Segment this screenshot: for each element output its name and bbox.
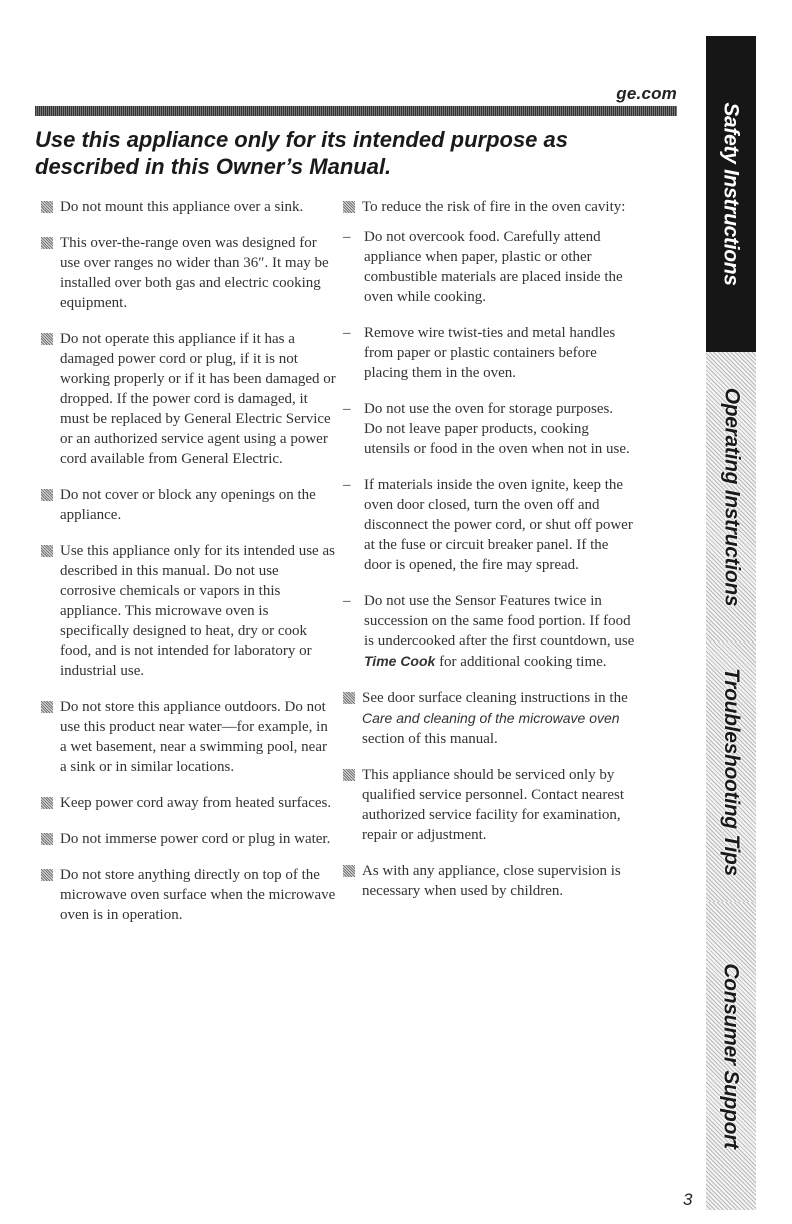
item-text: Keep power cord away from heated surfaces. xyxy=(60,795,332,811)
bullet-icon xyxy=(41,701,53,713)
list-item xyxy=(41,793,337,813)
dash-item xyxy=(343,227,635,307)
cleaning-text-before: See door surface cleaning instructions in the xyxy=(362,690,628,706)
dash-icon: – xyxy=(343,401,351,417)
item-text: To reduce the risk of fire in the oven cavity: xyxy=(362,199,626,215)
time-cook-label: Time Cook xyxy=(364,653,436,669)
section-tabs xyxy=(706,36,756,1210)
list-item xyxy=(343,861,635,901)
item-text: Do not overcook food. Carefully attend appliance when paper, plastic or other combustible materials are placed inside the oven while cooking. xyxy=(364,229,623,305)
item-text: Do not use the oven for storage purposes. Do not leave paper products, cooking utensils or food in the oven when not in use. xyxy=(364,401,630,457)
bullet-icon xyxy=(41,545,53,557)
item-text: Do not store anything directly on top of the microwave oven surface when the microwave oven is in operation. xyxy=(60,867,336,923)
bullet-icon xyxy=(343,865,355,877)
item-text: As with any appliance, close supervision is necessary when used by children. xyxy=(362,863,621,899)
dash-icon: – xyxy=(343,229,351,245)
page-heading: Use this appliance only for its intended purpose as described in this Owner’s Manual. xyxy=(35,127,568,179)
item-text: Do not store this appliance outdoors. Do not use this product near water—for example, in a wet basement, near a swimming pool, near a sink or in similar locations. xyxy=(60,699,328,775)
bullet-icon xyxy=(41,201,53,213)
tab-operating-instructions[interactable] xyxy=(706,352,756,642)
dash-item xyxy=(343,591,635,672)
tab-label: Safety Instructions xyxy=(720,102,743,286)
item-text: If materials inside the oven ignite, keep the oven door closed, turn the oven off and disconnect the power cord, or shut off power at the fuse or circuit breaker panel. If the door is opened, the fire may spread. xyxy=(364,477,633,573)
list-item xyxy=(41,865,337,925)
header-rule xyxy=(35,106,677,116)
list-item xyxy=(41,541,337,681)
tab-consumer-support[interactable] xyxy=(706,902,756,1210)
page-number: 3 xyxy=(683,1190,693,1209)
dash-item xyxy=(343,399,635,459)
bullet-icon xyxy=(343,769,355,781)
dash-icon: – xyxy=(343,477,351,493)
list-item xyxy=(343,197,635,217)
tab-safety-instructions[interactable] xyxy=(706,36,756,352)
dash-icon: – xyxy=(343,325,351,341)
list-item xyxy=(41,697,337,777)
list-item xyxy=(41,485,337,525)
bullet-icon xyxy=(41,833,53,845)
tab-label: Operating Instructions xyxy=(720,387,743,607)
sensor-text-before: Do not use the Sensor Features twice in succession on the same food portion. If food is undercooked after the first countdown, use xyxy=(364,593,635,649)
bullet-icon xyxy=(41,333,53,345)
right-column xyxy=(343,197,635,917)
list-item xyxy=(343,765,635,845)
list-item xyxy=(343,688,635,749)
tab-label: Consumer Support xyxy=(720,963,743,1149)
item-text: Do not operate this appliance if it has a damaged power cord or plug, if it is not working properly or if it has been damaged or dropped. If the power cord is damaged, it must be replaced by General Electric Service or an authorized service agent using a power cord available from General Electric. xyxy=(60,331,336,467)
item-text: This appliance should be serviced only by qualified service personnel. Contact nearest authorized service facility for examination, repair or adjustment. xyxy=(362,767,624,843)
item-text: Do not cover or block any openings on the appliance. xyxy=(60,487,316,523)
bullet-icon xyxy=(41,237,53,249)
list-item xyxy=(41,329,337,469)
bullet-icon xyxy=(41,869,53,881)
cleaning-text-after: section of this manual. xyxy=(362,731,498,747)
item-text: This over-the-range oven was designed for use over ranges no wider than 36″. It may be installed over both gas and electric cooking equipment. xyxy=(60,235,329,311)
item-text: Do not immerse power cord or plug in water. xyxy=(60,831,331,847)
list-item xyxy=(41,233,337,313)
dash-item xyxy=(343,475,635,575)
bullet-icon xyxy=(41,797,53,809)
left-column xyxy=(41,197,337,941)
bullet-icon xyxy=(41,489,53,501)
care-cleaning-reference: Care and cleaning of the microwave oven xyxy=(362,710,620,726)
bullet-icon xyxy=(343,692,355,704)
item-text: Remove wire twist-ties and metal handles from paper or plastic containers before placing them in the oven. xyxy=(364,325,616,381)
list-item xyxy=(41,829,337,849)
site-url: ge.com xyxy=(616,84,677,103)
dash-icon: – xyxy=(343,593,351,609)
dash-item xyxy=(343,323,635,383)
item-text: Do not mount this appliance over a sink. xyxy=(60,199,304,215)
tab-label: Troubleshooting Tips xyxy=(720,668,744,876)
item-text: Use this appliance only for its intended use as described in this manual. Do not use corrosive chemicals or vapors in this appliance. This microwave oven is specifically designed to heat, dry or cook food, and is not intended for laboratory or industrial use. xyxy=(60,543,335,679)
sensor-text-after: for additional cooking time. xyxy=(435,654,607,670)
list-item xyxy=(41,197,337,217)
bullet-icon xyxy=(343,201,355,213)
tab-troubleshooting-tips[interactable] xyxy=(706,642,756,902)
